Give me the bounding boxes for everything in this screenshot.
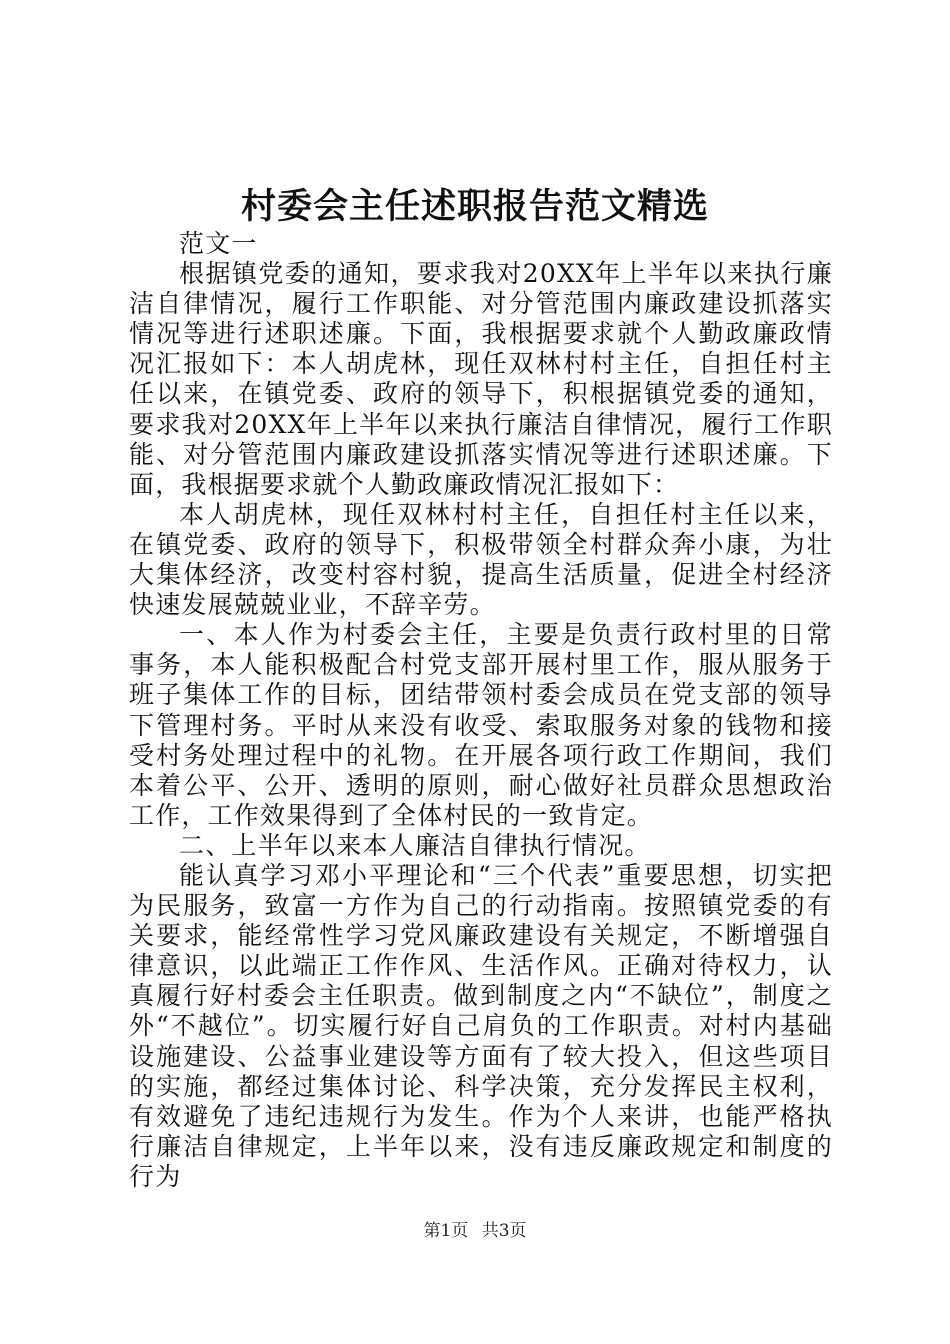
page-total: 共3页	[481, 1221, 527, 1241]
paragraph-section-two-body: 能认真学习邓小平理论和“三个代表”重要思想，切实把为民服务，致富一方作为自己的行动指南。按照镇党委的有关要求，能经常性学习党风廉政建设有关规定，不断增强自律意识，以此端正工作作风、生活作风。正确对待权力，认真履行好村委会主任职责。做到制度之内“不缺位”，制度之外“不越位”。切实履行好自己肩负的工作职责。对村内基础设施建设、公益事业建设等方面有了较大投入，但这些项目的实施，都经过集体讨论、科学决策，充分发挥民主权利，有效避免了违纪违规行为发生。作为个人来讲，也能严格执行廉洁自律规定，上半年以来，没有违反廉政规定和制度的行为	[129, 860, 833, 1191]
paragraph-self-introduction: 本人胡虎林，现任双林村村主任，自担任村主任以来，在镇党委、政府的领导下，积极带领全村群众奔小康，为壮大集体经济，改变村容村貌，提高生活质量，促进全村经济快速发展兢兢业业，不辞辛劳。	[129, 499, 833, 620]
document-body	[129, 229, 833, 1192]
paragraph-intro: 根据镇党委的通知，要求我对20XX年上半年以来执行廉洁自律情况，履行工作职能、对分管范围内廉政建设抓落实情况等进行述职述廉。下面，我根据要求就个人勤政廉政情况汇报如下：本人胡虎林，现任双林村村主任，自担任村主任以来，在镇党委、政府的领导下，积根据镇党委的通知，要求我对20XX年上半年以来执行廉洁自律情况，履行工作职能、对分管范围内廉政建设抓落实情况等进行述职述廉。下面，我根据要求就个人勤政廉政情况汇报如下：	[129, 259, 833, 499]
paragraph-section-one: 一、本人作为村委会主任，主要是负责行政村里的日常事务，本人能积极配合村党支部开展村里工作，服从服务于班子集体工作的目标，团结带领村委会成员在党支部的领导下管理村务。平时从来没有收受、索取服务对象的钱物和接受村务处理过程中的礼物。在开展各项行政工作期间，我们本着公平、公开、透明的原则，耐心做好社员群众思想政治工作，工作效果得到了全体村民的一致肯定。	[129, 620, 833, 830]
paragraph-section-two-heading: 二、上半年以来本人廉洁自律执行情况。	[179, 830, 651, 860]
page-number: 第1页	[423, 1221, 469, 1241]
document-title: 村委会主任述职报告范文精选	[240, 186, 709, 227]
paragraph-heading: 范文一	[179, 229, 258, 258]
page-footer	[0, 1216, 950, 1241]
